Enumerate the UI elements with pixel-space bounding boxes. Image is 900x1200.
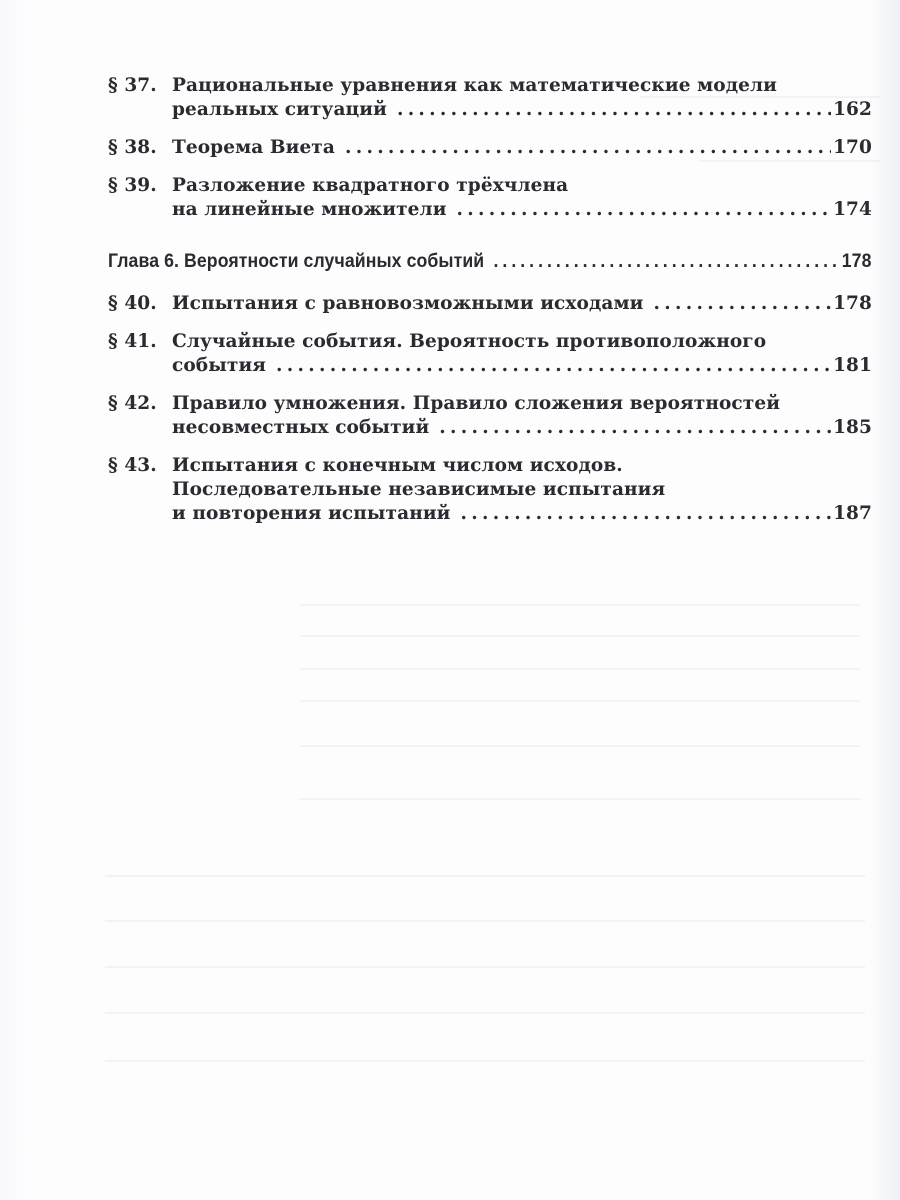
entry-title-line: Испытания с конечным числом исходов. [172,455,623,476]
section-number: § 38. [108,137,157,158]
entry-title-line: несовместных событий [172,417,430,438]
page-number: 178 [841,251,872,272]
page-number: 181 [833,355,872,376]
dot-leader [457,198,832,222]
toc-chapter-6[interactable] [108,250,872,274]
toc-entry-38[interactable] [108,136,872,160]
toc-entry-40[interactable] [108,292,872,316]
page-number: 185 [833,417,872,438]
entry-title-line: Испытания с равновозможными исходами [172,293,644,314]
entry-title-line: Разложение квадратного трёхчлена [172,175,569,196]
dot-leader [345,136,831,160]
entry-title-line: Случайные события. Вероятность противоположного [172,331,767,352]
section-number: § 42. [108,393,157,414]
section-number: § 37. [108,75,157,96]
toc-entry-42[interactable] [108,392,872,440]
entry-title-line: Последовательные независимые испытания [172,479,666,500]
entry-title-line: Правило умножения. Правило сложения вероятностей [172,393,781,414]
page-number: 178 [833,293,872,314]
page-number: 170 [833,137,872,158]
dot-leader [397,98,831,122]
chapter-title: Глава 6. Вероятности случайных событий [108,251,485,272]
dot-leader [439,416,831,440]
section-number: § 41. [108,331,157,352]
toc-entry-41[interactable] [108,330,872,378]
toc-entry-39[interactable] [108,174,872,222]
page-number: 174 [833,199,872,220]
dot-leader [460,502,831,526]
section-number: § 39. [108,175,157,196]
page-number: 187 [833,503,872,524]
entry-title-line: реальных ситуаций [172,99,387,120]
entry-title-line: события [172,355,267,376]
section-number: § 43. [108,455,157,476]
entry-title-line: Рациональные уравнения как математические модели [172,75,777,96]
dot-leader [494,250,840,274]
dot-leader [653,292,831,316]
section-number: § 40. [108,293,157,314]
entry-title-line: и повторения испытаний [172,503,451,524]
toc-entry-43[interactable] [108,454,872,526]
entry-title-line: Теорема Виета [172,137,335,158]
entry-title-line: на линейные множители [172,199,447,220]
dot-leader [276,354,831,378]
table-of-contents [108,74,872,540]
page-number: 162 [833,99,872,120]
toc-entry-37[interactable] [108,74,872,122]
